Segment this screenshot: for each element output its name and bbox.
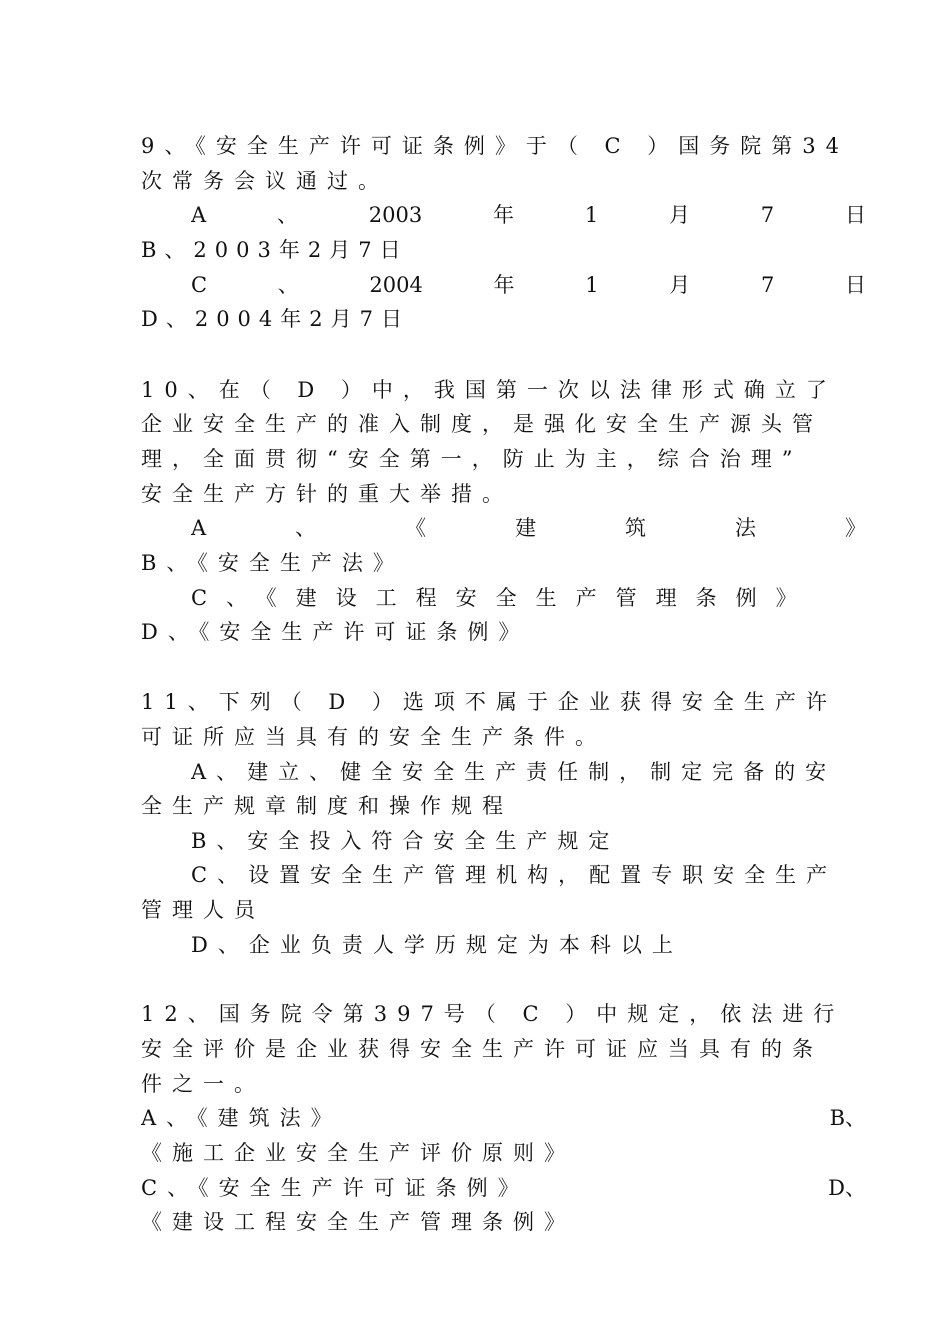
q11-option-a-line-1: A、建立、健全安全生产责任制，制定完备的安	[191, 760, 837, 784]
q11-option-b: B、安全投入符合安全生产规定	[191, 829, 620, 853]
q10-stem-line-2: 企业安全生产的准入制度，是强化安全生产源头管	[141, 412, 823, 436]
token: 、	[277, 273, 299, 297]
q10-stem-line-3: 理，全面贯彻“安全第一，防止为主，综合治理”	[141, 447, 803, 471]
q10-option-a	[191, 514, 866, 542]
q12-option-d-label: D、	[828, 1176, 866, 1200]
q12-option-a: A、《建筑法》	[141, 1106, 342, 1130]
token: 2003	[368, 203, 423, 227]
token: 、	[295, 516, 317, 540]
token: 7	[760, 203, 775, 227]
token: 》	[844, 516, 866, 540]
q12-option-a-row	[141, 1104, 866, 1132]
q12-option-b-label: B、	[829, 1106, 866, 1130]
q12-option-b: 《施工企业安全生产评价原则》	[141, 1141, 575, 1165]
token: C	[191, 273, 208, 297]
token: 筑	[625, 516, 647, 540]
token: 年	[493, 273, 515, 297]
q11-stem-line-1: 11、下列（ D ）选项不属于企业获得安全生产许	[141, 690, 837, 714]
token: 月	[669, 273, 691, 297]
token: 年	[493, 203, 515, 227]
q11-option-c-line-2: 管理人员	[141, 898, 265, 922]
token: 法	[735, 516, 757, 540]
token: 2004	[369, 273, 423, 297]
token: 1	[584, 203, 599, 227]
q12-stem-line-2: 安全评价是企业获得安全生产许可证应当具有的条	[141, 1037, 823, 1061]
token: 日	[844, 273, 866, 297]
q12-option-c: C、《安全生产许可证条例》	[141, 1176, 529, 1200]
token: 建	[515, 516, 537, 540]
q10-stem-line-4: 安全生产方针的重大举措。	[141, 482, 513, 506]
q12-option-d: 《建设工程安全生产管理条例》	[141, 1210, 575, 1234]
q11-option-c-line-1: C、设置安全生产管理机构，配置专职安全生产	[191, 863, 838, 887]
q9-option-a	[191, 201, 866, 229]
q12-option-c-row	[141, 1174, 866, 1202]
q9-option-c	[191, 271, 866, 299]
q9-stem-line-2: 次常务会议通过。	[141, 169, 389, 193]
q9-stem-line-1: 9、《安全生产许可证条例》于（ C ）国务院第34	[141, 134, 849, 158]
token: A	[191, 203, 207, 227]
token: 1	[585, 273, 599, 297]
q11-option-a-line-2: 全生产规章制度和操作规程	[141, 794, 513, 818]
token: 、	[276, 203, 298, 227]
token: 《	[405, 516, 427, 540]
q11-stem-line-2: 可证所应当具有的安全生产条件。	[141, 725, 606, 749]
token: 7	[760, 273, 775, 297]
q11-option-d: D、企业负责人学历规定为本科以上	[191, 933, 683, 957]
q12-stem-line-3: 件之一。	[141, 1072, 265, 1096]
q12-stem-line-1: 12、国务院令第397号（ C ）中规定，依法进行	[141, 1002, 845, 1026]
q10-option-b: B、《安全生产法》	[141, 551, 404, 575]
q9-option-b: B、2003年2月7日	[141, 238, 409, 262]
q10-stem-line-1: 10、在（ D ）中，我国第一次以法律形式确立了	[141, 378, 837, 402]
q9-option-d: D、2004年2月7日	[141, 307, 411, 331]
q10-option-c: C、《建设工程安全生产管理条例》	[191, 586, 816, 610]
token: 日	[844, 203, 866, 227]
token: 月	[668, 203, 690, 227]
q10-option-d: D、《安全生产许可证条例》	[141, 620, 530, 644]
token: A	[191, 516, 207, 540]
